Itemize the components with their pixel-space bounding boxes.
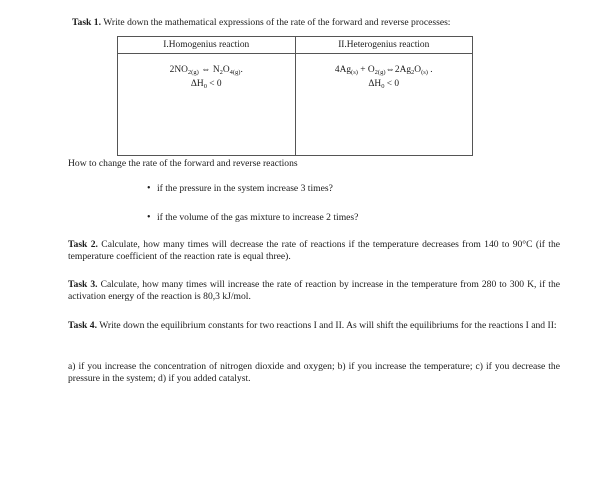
reaction-1-equation: $2NO_{2(g)}$ ⇔ $N_2O_{4(g)}$.	[169, 65, 243, 76]
reaction-2-enthalpy: $\Delta H^0 < 0$	[368, 78, 400, 90]
table-header-row	[118, 37, 473, 54]
intro-question: How to change the rate of the forward and reverse reactions	[68, 158, 298, 169]
task2-text: Calculate, how many times will decrease the rate of reactions if the temperature decreases from 140 to 90°C (if the temperature coefficient of the reaction rate is equal three).	[68, 239, 561, 263]
list-item: • if the pressure in the system increase 3 times?	[147, 183, 333, 194]
task1-paragraph	[72, 17, 572, 29]
task2-label: Task 2.	[68, 239, 98, 250]
reaction-2-equation: $4Ag_{(s)}$ + $O_{2(g)}\Leftrightarrow 2Ag_2O_{(s)}$ .	[334, 65, 433, 76]
header-heterogenius: II.Heterogenius reaction	[295, 37, 473, 54]
task1-label: Task 1.	[72, 17, 101, 28]
table-body-row	[118, 54, 473, 156]
reaction-1-enthalpy: $\Delta H^0 < 0$	[190, 78, 222, 90]
task4-subquestions: a) if you increase the concentration of nitrogen dioxide and oxygen; b) if you increase the temperature; c) if you decrease the pressure in the system; d) if you added catalyst.	[68, 361, 560, 385]
task4-label: Task 4.	[68, 320, 97, 331]
task4-text: Write down the equilibrium constants for two reactions I and II. As will shift the equilibriums for the reactions I and II:	[99, 320, 557, 331]
reaction-1-cell	[118, 54, 296, 156]
header-homogenius: I.Homogenius reaction	[118, 37, 296, 54]
task2-paragraph	[68, 239, 560, 264]
task3-paragraph	[68, 279, 560, 304]
reaction-2-cell	[295, 54, 473, 156]
bullet-icon: •	[147, 212, 151, 223]
reactions-table	[117, 36, 473, 156]
task4-paragraph	[68, 320, 560, 332]
task1-text: Write down the mathematical expressions of the rate of the forward and reverse processes:	[103, 17, 451, 28]
bullet-icon: •	[147, 183, 151, 194]
list-item: • if the volume of the gas mixture to increase 2 times?	[147, 212, 359, 223]
task3-text: Calculate, how many times will increase the rate of reaction by increase in the temperature from 280 to 300 K, if the activation energy of the reaction is 80,3 kJ/mol.	[68, 279, 561, 303]
task3-label: Task 3.	[68, 279, 98, 290]
